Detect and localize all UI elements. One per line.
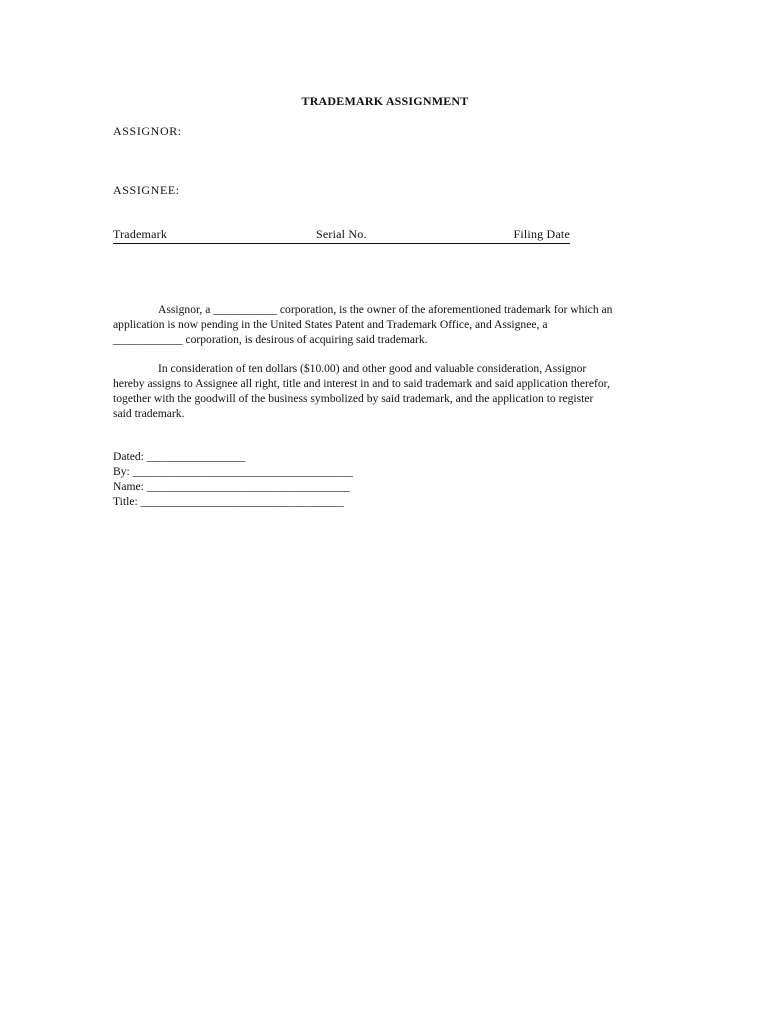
trademark-column-header: Trademark xyxy=(113,227,168,241)
document-title: TRADEMARK ASSIGNMENT xyxy=(301,94,469,108)
title-line: Title: ___________________________________ xyxy=(113,495,344,508)
name-line: Name: ___________________________________ xyxy=(113,480,350,493)
assignment-paragraph-1 xyxy=(113,302,658,347)
dated-line: Dated: _________________ xyxy=(113,450,246,463)
paragraph-2-text: In consideration of ten dollars ($10.00) and other good and valuable consideration, Assignor hereby assigns to Assignee all right, title and interest in and to said trademark and said application therefor, together with the goodwill of the business symbolized by said trademark, and the application to register said trademark. xyxy=(113,362,610,420)
assignment-paragraph-2 xyxy=(113,361,658,421)
filing-date-column-header: Filing Date xyxy=(513,227,570,241)
serial-no-column-header: Serial No. xyxy=(316,227,367,241)
paragraph-1-text: Assignor, a ___________ corporation, is the owner of the aforementioned trademark for which an application is now pending in the United States Patent and Trademark Office, and Assignee, a ____________ corporation, is desirous of acquiring said trademark. xyxy=(113,303,613,346)
by-line: By: ______________________________________ xyxy=(113,465,353,478)
assignee-label: ASSIGNEE: xyxy=(113,183,180,197)
trademark-table-header xyxy=(113,227,570,244)
assignor-label: ASSIGNOR: xyxy=(113,124,182,138)
